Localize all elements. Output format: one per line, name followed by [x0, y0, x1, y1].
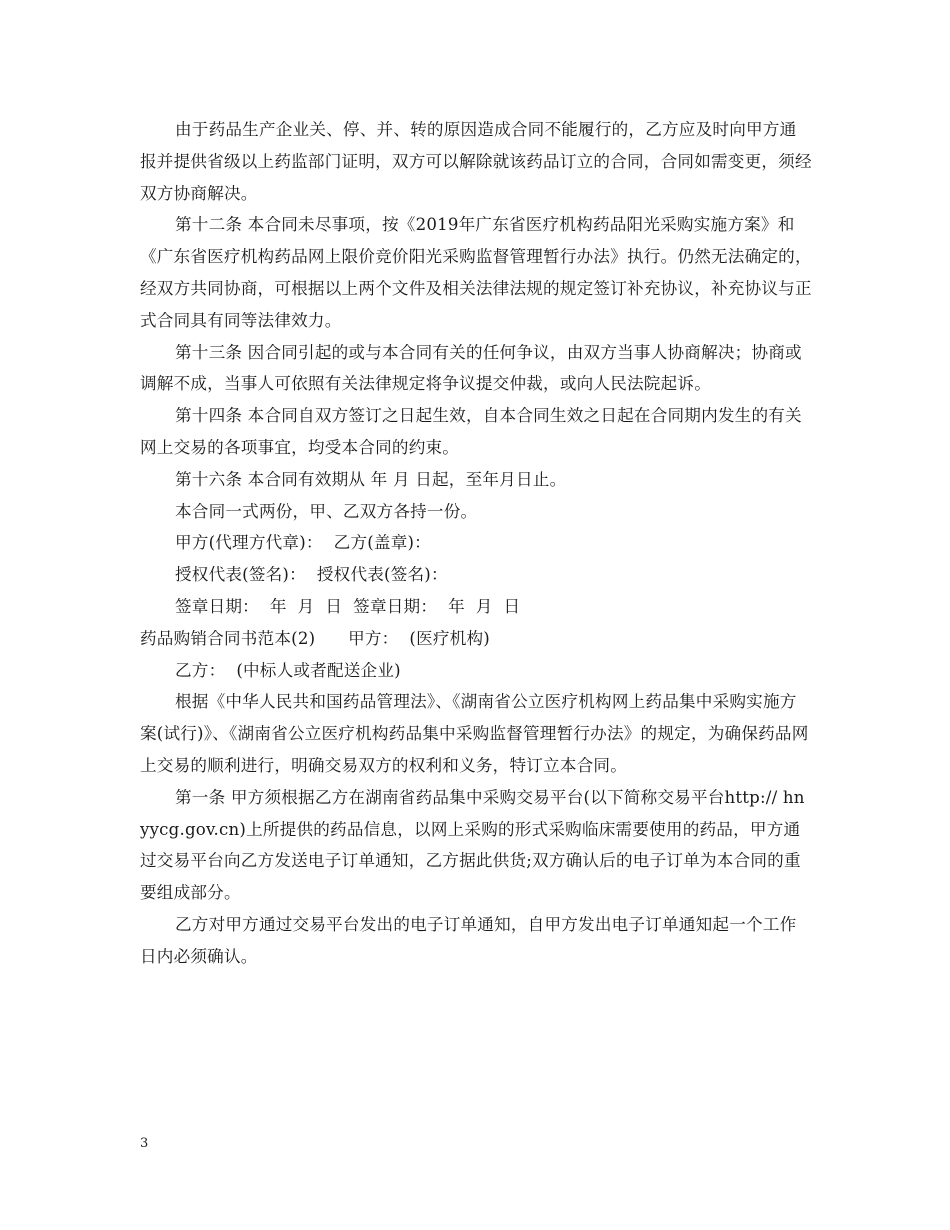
paragraph: 本合同一式两份，甲、乙双方各持一份。 — [175, 501, 478, 521]
signature-line-party: 甲方(代理方代章)： 乙方(盖章)： — [175, 533, 431, 553]
paragraph: 第十四条 本合同自双方签订之日起生效，自本合同生效之日起在合同期内发生的有关网上交易的各项事宜，均受本合同的约束。 — [140, 406, 802, 457]
signature-line-date: 签章日期： 年 月 日 签章日期： 年 月 日 — [175, 596, 521, 616]
paragraph: 第十三条 因合同引起的或与本合同有关的任何争议，由双方当事人协商解决；协商或调解不成，当事人可依照有关法律规定将争议提交仲裁，或向人民法院起诉。 — [140, 342, 802, 394]
paragraph: 第十六条 本合同有效期从 年 月 日起，至年月日止。 — [175, 469, 567, 489]
paragraph: 第一条 甲方须根据乙方在湖南省药品集中采购交易平台(以下简称交易平台http:// hnyycg.gov.cn)上所提供的药品信息，以网上采购的形式采购临床需要使用的药品，甲方通过交易平台向乙方发送电子订单通知，乙方据此供货;双方确认后的电子订单为本合同的重要组成部分。 — [140, 787, 805, 903]
signature-line-representative: 授权代表(签名)： 授权代表(签名)： — [175, 565, 448, 585]
paragraph: 乙方对甲方通过交易平台发出的电子订单通知，自甲方发出电子订单通知起一个工作日内必须确认。 — [140, 914, 797, 966]
paragraph: 乙方： (中标人或者配送企业) — [175, 660, 401, 680]
paragraph: 由于药品生产企业关、停、并、转的原因造成合同不能履行的，乙方应及时向甲方通报并提供省级以上药监部门证明，双方可以解除就该药品订立的合同，合同如需变更，须经双方协商解决。 — [140, 120, 812, 203]
document-body — [140, 114, 812, 973]
section-heading: 药品购销合同书范本(2) 甲方： (医疗机构) — [140, 628, 490, 648]
paragraph: 第十二条 本合同未尽事项，按《2019年广东省医疗机构药品阳光采购实施方案》和《广东省医疗机构药品网上限价竞价阳光采购监督管理暂行办法》执行。仍然无法确定的，经双方共同协商，可根据以上两个文件及相关法律法规的规定签订补充协议，补充协议与正式合同具有同等法律效力。 — [140, 215, 812, 330]
paragraph: 根据《中华人民共和国药品管理法》、《湖南省公立医疗机构网上药品集中采购实施方案(试行)》、《湖南省公立医疗机构药品集中采购监督管理暂行办法》的规定，为确保药品网上交易的顺利进行，明确交易双方的权利和义务，特订立本合同。 — [140, 692, 809, 775]
page-number: 3 — [140, 1136, 149, 1151]
